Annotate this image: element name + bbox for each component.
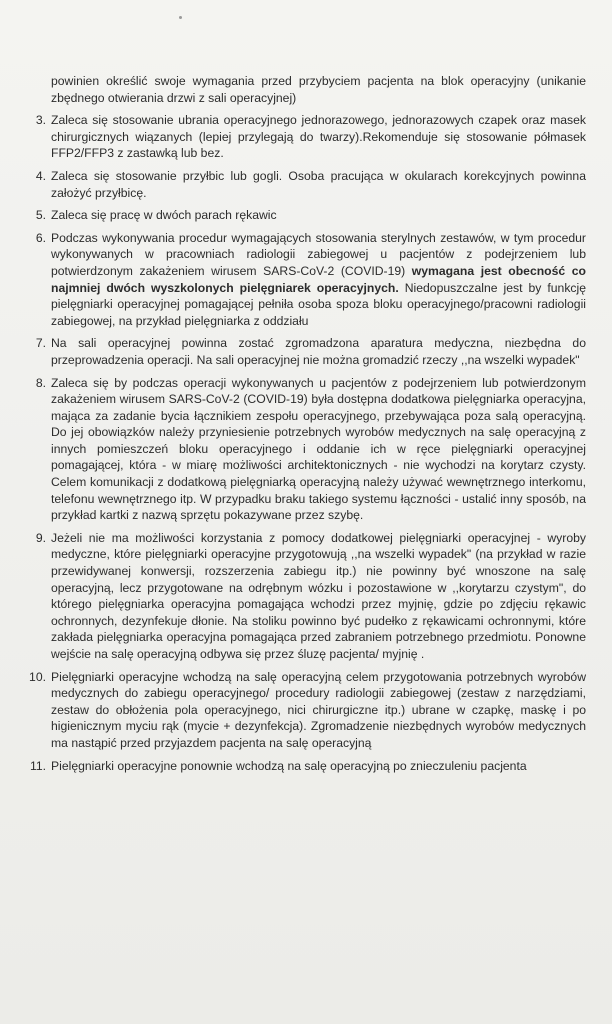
list-item-7 [18,335,586,368]
item-number: 6. [35,230,46,245]
item-text: Zaleca się stosowanie ubrania operacyjnego jednorazowego, jednorazowych czapek oraz masek chirurgicznych wiązanych (lepiej przylegają do twarzy).Rekomenduje się stosowanie półmasek FFP2/FFP3 z zastawką lub bez. [51,113,586,161]
scan-speck [179,16,182,19]
list-item-6 [18,230,586,330]
item-number: 10. [29,669,46,684]
list-item-5 [18,207,586,224]
item-text: Zaleca się pracę w dwóch parach rękawic [51,208,277,223]
document-text [18,73,586,780]
item-text: Pielęgniarki operacyjne ponownie wchodzą na salę operacyjną po znieczuleniu pacjenta [51,758,527,773]
item-text: Pielęgniarki operacyjne wchodzą na salę operacyjną celem przygotowania potrzebnych wyrobów medycznych do zabiegu operacyjnego/ procedury radiologii zabiegowej (zestaw z narzędziami, zestaw do obłożenia pola operacyjnego, nici chirurgiczne itp.) ubrane w czapkę, maskę i po higienicznym myciu rąk (mycie + dezynfekcja). Zgromadzenie niezbędnych wyrobów medycznych ma nastąpić przed przyjazdem pacjenta na salę operacyjną [51,669,586,750]
continuation-paragraph: powinien określić swoje wymagania przed przybyciem pacjenta na blok operacyjny (unikanie zbędnego otwierania drzwi z sali operacyjnej) [51,74,586,105]
item-number: 9. [35,530,46,545]
list-item-9 [18,530,586,663]
list-item-4 [18,168,586,201]
item-number: 4. [35,168,46,183]
item-text-before: Podczas wykonywania procedur wymagających stosowania sterylnych zestawów, w tym procedur wykonywanych w pracowniach radiologii zabiegowej u pacjentów z podejrzeniem lub potwierdzonym zakażeniem wirusem SARS-CoV-2 (COVID-19) [51,230,586,278]
item-text: Na sali operacyjnej powinna zostać zgromadzona aparatura medyczna, niezbędna do przeprowadzenia operacji. Na sali operacyjnej nie można gromadzić rzeczy ,,na wszelki wypadek" [51,336,586,367]
item-number: 5. [35,208,46,223]
item-number: 3. [35,113,46,128]
list-item-3 [18,112,586,162]
item-text: Jeżeli nie ma możliwości korzystania z pomocy dodatkowej pielęgniarki operacyjnej - wyroby medyczne, które pielęgniarki operacyjne przygotowują ,,na wszelki wypadek" (na przykład w razie przewidywanej konwersji, rozszerzenia zabiegu itp.) nie powinny być wnoszone na salę operacyjną, lecz przygotowane na odrębnym wózku i pozostawione w ,,korytarzu czystym", do którego pielęgniarka operacyjna pomagająca wchodzi przez myjnię, gdzie po zdjęciu rękawic ochronnych, dezynfekuje dłonie. Na stoliku powinno być pudełko z rękawicami ochronnymi, które zakłada pielęgniarka operacyjna pomagająca przed zabraniem potrzebnego przedmiotu. Ponowne wejście na salę operacyjną odbywa się przez śluzę pacjenta/ myjnię . [51,530,586,661]
list-item-10 [18,669,586,752]
item-number: 11. [29,758,46,773]
list-item-11 [18,758,586,775]
item-number: 8. [35,375,46,390]
item-text: Zaleca się by podczas operacji wykonywanych u pacjentów z podejrzeniem lub potwierdzonym zakażeniem wirusem SARS-CoV-2 (COVID-19) była dostępna dodatkowa pielęgniarka operacyjna, mająca za zadanie bycia łącznikiem zespołu operacyjnego, przebywająca poza salą operacyjną. Do jej obowiązków należy przyniesienie potrzebnych wyrobów medycznych na salę operacyjną z innych pomieszczeń bloku operacyjnego i oddanie ich w ręce pielęgniarki operacyjnej pomagającej, która - w miarę możliwości architektonicznych - nie wychodzi na korytarz czysty. Celem komunikacji z dodatkową pielęgniarką operacyjną należy używać wewnętrznego interkomu, telefonu wewnętrznego itp. W przypadku braku takiego systemu łączności - ustalić inny sposób, na przykład kartki z nazwą sprzętu pokazywane przez szybę. [51,375,586,523]
item-text [51,230,586,330]
list-item-8 [18,375,586,524]
item-text-after: Niedopuszczalne jest by funkcję pielęgniarki operacyjnej pomagającej pełniła osoba spoza bloku operacyjnego/pracowni radiologii zabiegowej, na przykład pielęgniarka z oddziału [51,280,586,328]
item-text-bold: wymagana jest obecność co najmniej dwóch wyszkolonych pielęgniarek operacyjnych. [51,263,586,295]
item-text: Zaleca się stosowanie przyłbic lub gogli. Osoba pracująca w okularach korekcyjnych powinna założyć przyłbicę. [51,168,586,200]
item-number: 7. [35,336,46,351]
